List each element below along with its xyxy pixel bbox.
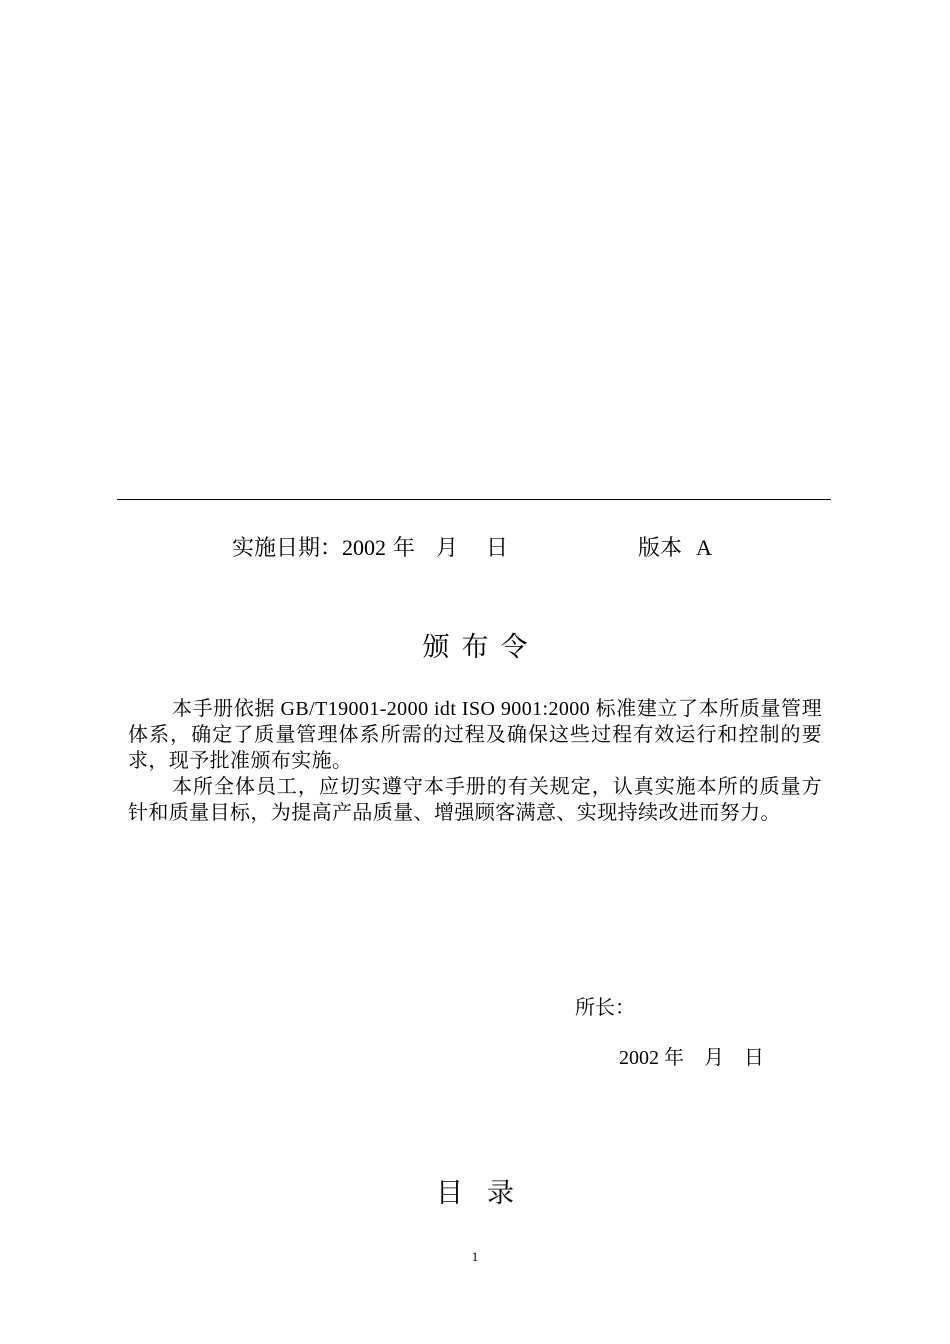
horizontal-rule	[117, 499, 831, 500]
page-number: 1	[471, 1249, 479, 1264]
decree-body	[128, 696, 822, 826]
toc-title: 目录	[436, 1178, 538, 1209]
decree-paragraph-1: 本手册依据 GB/T19001-2000 idt ISO 9001:2000 标准建立了本所质量管理体系，确定了质量管理体系所需的过程及确保这些过程有效运行和控制的要求，现予批准颁布实施。	[128, 698, 822, 772]
effective-date	[232, 532, 508, 565]
version-value: A	[696, 535, 712, 560]
version-label: 版本	[638, 536, 696, 561]
effective-date-line	[0, 532, 950, 564]
decree-paragraph-2: 本所全体员工，应切实遵守本手册的有关规定，认真实施本所的质量方针和质量目标，为提高产品质量、增强顾客满意、实现持续改进而努力。	[128, 776, 822, 824]
effective-date-label: 实施日期：	[232, 536, 343, 561]
signature-date: 2002 年 月 日	[619, 1047, 764, 1069]
effective-date-rest: 年 月 日	[386, 536, 508, 561]
version	[638, 532, 712, 565]
effective-date-year: 2002	[342, 535, 387, 560]
signatory-label: 所长：	[575, 997, 635, 1019]
decree-title: 颁布令	[422, 632, 540, 663]
